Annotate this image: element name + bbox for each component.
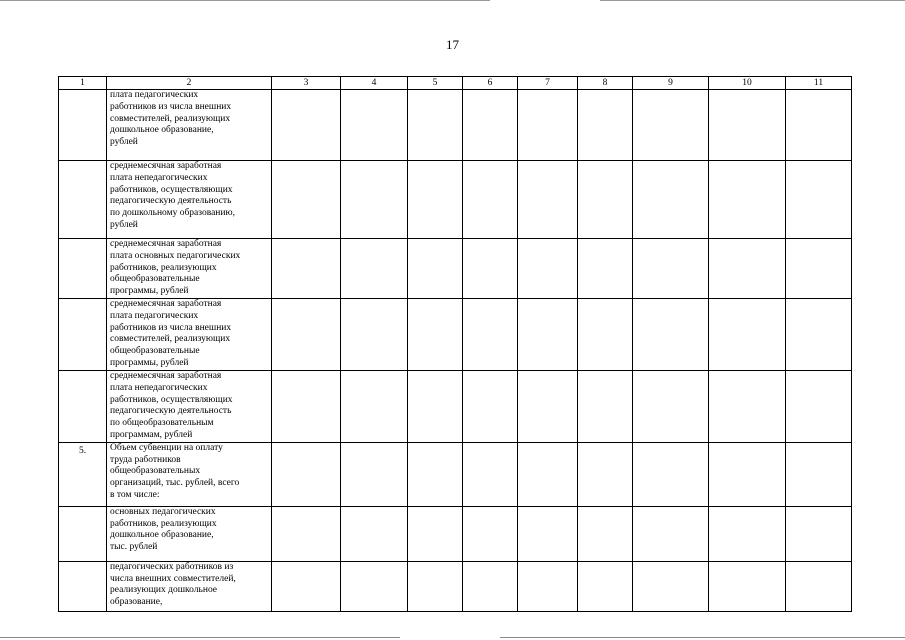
data-cell [578,298,633,370]
table-row [59,506,852,561]
data-cell [341,561,408,611]
data-cell [341,239,408,299]
data-cell [518,506,578,561]
data-cell [408,506,463,561]
table-row [59,442,852,506]
table-row [59,239,852,299]
row-number [59,561,107,611]
table-row [59,370,852,442]
data-cell [578,239,633,299]
data-cell [709,370,786,442]
data-cell [463,370,518,442]
data-cell [709,442,786,506]
data-cell [786,506,852,561]
data-cell [786,370,852,442]
data-cell [272,239,341,299]
table-row [59,161,852,239]
data-cell [463,506,518,561]
row-description: среднемесячная заработная плата основных педагогических работников, реализующих общеобразовательные программы, рублей [107,239,272,299]
data-cell [578,90,633,161]
column-header: 8 [578,77,633,90]
data-cell [786,442,852,506]
row-number [59,239,107,299]
scan-edge-bottom-right [500,637,905,638]
data-cell [578,370,633,442]
row-number [59,90,107,161]
data-cell [633,90,709,161]
data-cell [408,370,463,442]
data-cell [518,239,578,299]
data-cell [518,442,578,506]
data-cell [518,161,578,239]
column-header: 10 [709,77,786,90]
row-description: среднемесячная заработная плата непедагогических работников, осуществляющих педагогическую деятельность по общеобразовательным программам, рублей [107,370,272,442]
data-cell [786,298,852,370]
scan-edge-top-left [0,0,490,1]
data-cell [633,370,709,442]
data-cell [578,161,633,239]
data-cell [633,298,709,370]
data-cell [709,239,786,299]
data-cell [272,90,341,161]
data-cell [578,561,633,611]
data-cell [341,161,408,239]
column-header: 5 [408,77,463,90]
data-cell [341,370,408,442]
data-cell [578,506,633,561]
data-cell [633,506,709,561]
data-cell [341,506,408,561]
column-header: 1 [59,77,107,90]
table-row [59,90,852,161]
table-row [59,298,852,370]
data-cell [341,442,408,506]
scan-edge-top-right [600,0,905,1]
data-cell [408,442,463,506]
data-cell [408,561,463,611]
row-number [59,506,107,561]
data-cell [341,90,408,161]
data-cell [633,239,709,299]
data-cell [786,90,852,161]
data-table [58,76,852,612]
data-cell [463,298,518,370]
table-header-row [59,77,852,90]
data-cell [786,239,852,299]
column-header: 2 [107,77,272,90]
column-header: 3 [272,77,341,90]
row-description: среднемесячная заработная плата педагогических работников из числа внешних совместителей, реализующих общеобразовательные программы, рублей [107,298,272,370]
row-number: 5. [59,442,107,506]
row-description: среднемесячная заработная плата непедагогических работников, осуществляющих педагогическую деятельность по дошкольному образованию, рублей [107,161,272,239]
row-number [59,298,107,370]
row-description: основных педагогических работников, реализующих дошкольное образование, тыс. рублей [107,506,272,561]
data-cell [786,161,852,239]
row-description: педагогических работников из числа внешних совместителей, реализующих дошкольное образование, [107,561,272,611]
row-description: плата педагогических работников из числа внешних совместителей, реализующих дошкольное образование, рублей [107,90,272,161]
data-cell [408,239,463,299]
data-cell [633,561,709,611]
data-cell [709,298,786,370]
data-cell [272,561,341,611]
data-cell [408,298,463,370]
data-cell [709,161,786,239]
data-cell [518,298,578,370]
data-cell [518,561,578,611]
data-cell [341,298,408,370]
data-cell [272,506,341,561]
data-cell [463,239,518,299]
data-cell [518,90,578,161]
data-cell [633,161,709,239]
column-header: 6 [463,77,518,90]
page-number: 17 [446,37,459,52]
row-number [59,161,107,239]
data-cell [463,442,518,506]
row-description: Объем субвенции на оплату труда работников общеобразовательных организаций, тыс. рублей, всего в том числе: [107,442,272,506]
data-cell [272,161,341,239]
column-header: 4 [341,77,408,90]
data-cell [408,161,463,239]
column-header: 11 [786,77,852,90]
data-cell [709,90,786,161]
scan-edge-bottom-left [0,637,400,638]
row-number [59,370,107,442]
data-cell [463,161,518,239]
data-cell [633,442,709,506]
data-cell [408,90,463,161]
data-cell [578,442,633,506]
column-header: 7 [518,77,578,90]
data-cell [272,298,341,370]
data-cell [786,561,852,611]
data-cell [463,561,518,611]
data-cell [709,506,786,561]
column-header: 9 [633,77,709,90]
data-cell [518,370,578,442]
data-cell [272,370,341,442]
data-cell [463,90,518,161]
table-row [59,561,852,611]
data-cell [272,442,341,506]
data-cell [709,561,786,611]
